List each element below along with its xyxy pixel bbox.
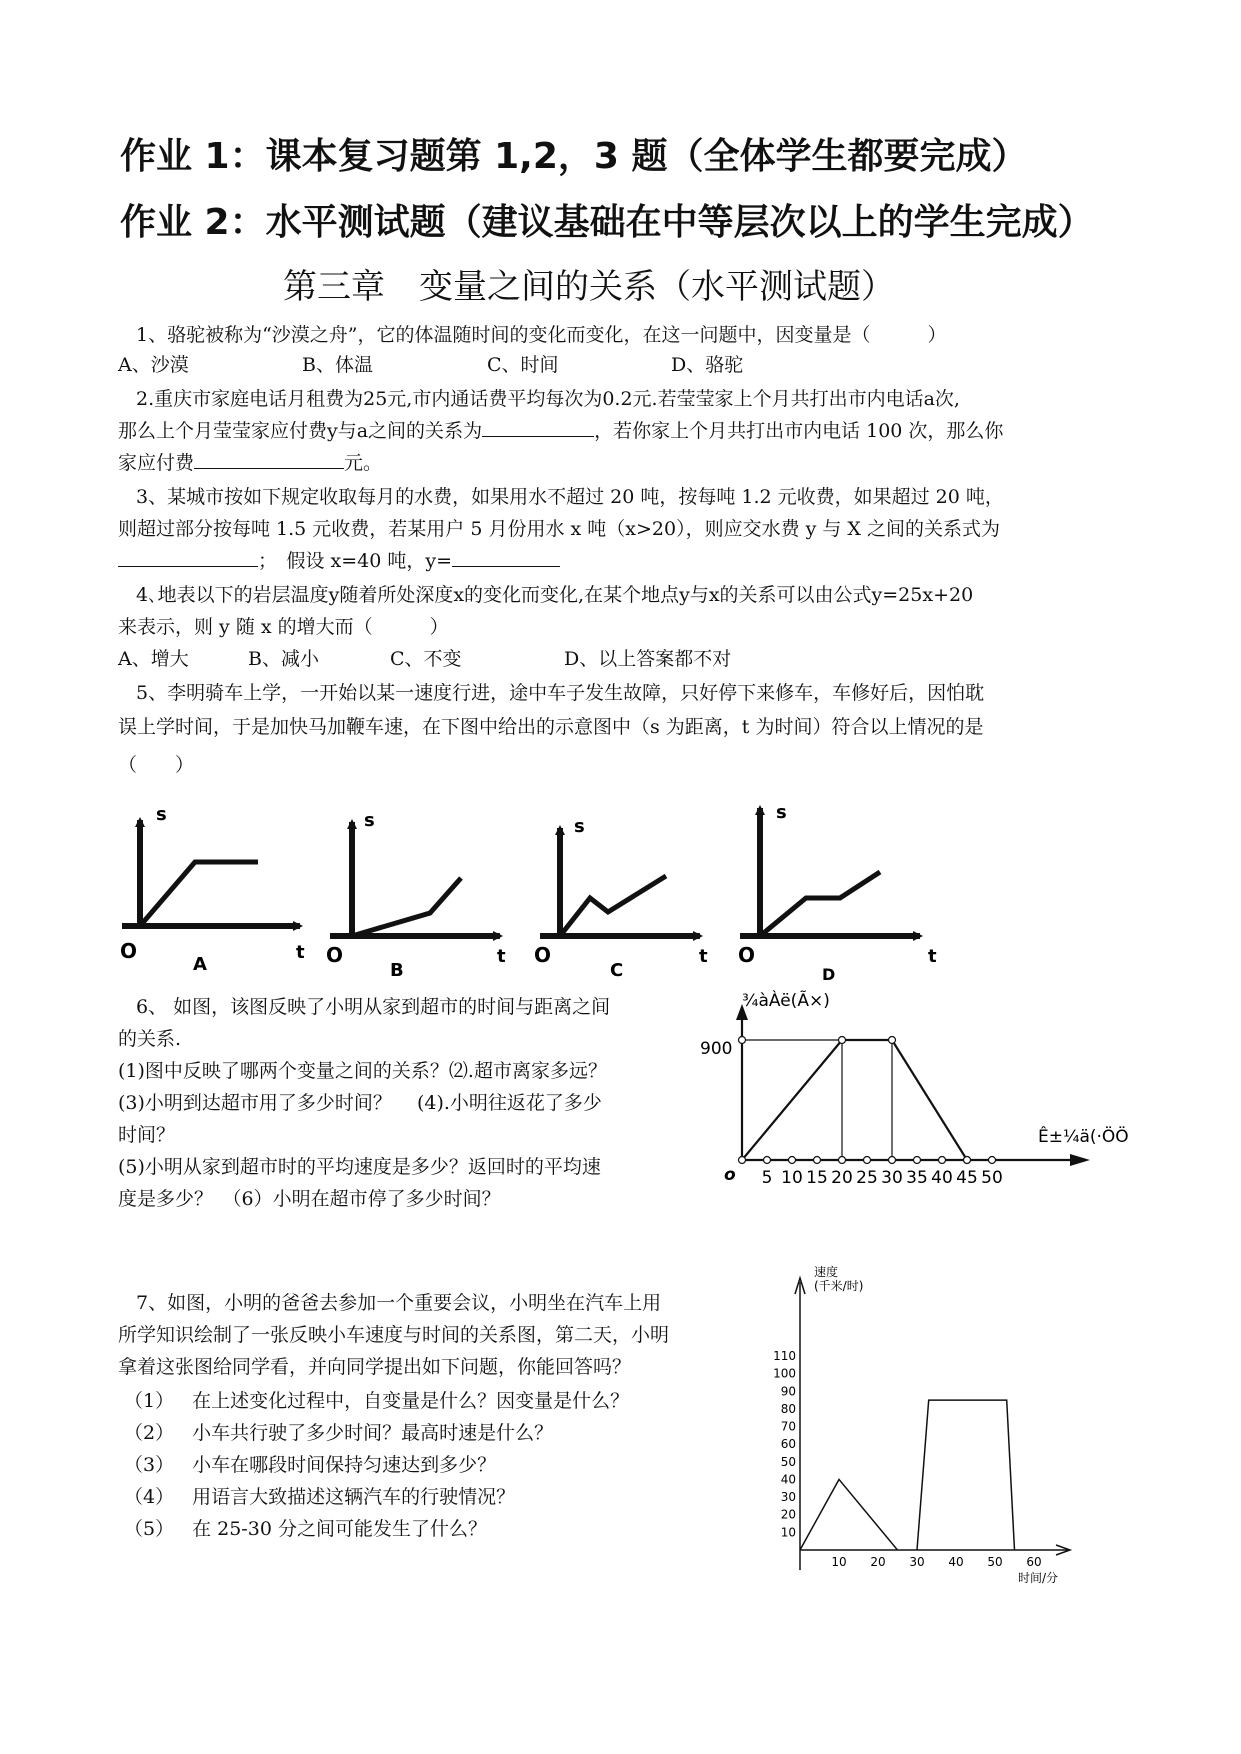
question-7-item-1: （1） 在上述变化过程中，自变量是什么？因变量是什么？: [124, 1390, 630, 1412]
question-2-text-b: ，若你家上个月共打出市内电话 100 次，那么你: [594, 420, 1004, 442]
graph-b-s-label: s: [364, 810, 375, 831]
option-a: A、沙漠: [118, 354, 189, 376]
question-2-text-a: 那么上个月莹莹家应付费y与a之间的关系为: [118, 420, 483, 442]
graph-c-curve: [560, 876, 666, 936]
x-tick-label: 40: [931, 1168, 953, 1188]
graph-a-origin-label: O: [120, 939, 138, 963]
y-tick-label: 60: [780, 1437, 796, 1452]
question-4-line-1: 4､地表以下的岩层温度y随着所处深度x的变化而变化,在某个地点y与x的关系可以由公式y=25x+20: [136, 584, 974, 606]
speed-time-chart: [760, 1260, 1100, 1590]
x-tick-marker: [914, 1157, 921, 1164]
question-7-line: 所学知识绘制了一张反映小车速度与时间的关系图，第二天，小明: [118, 1324, 670, 1346]
question-2-text-d: 元。: [344, 452, 383, 474]
graph-c-t-label: t: [699, 946, 708, 967]
y-tick-label: 20: [780, 1507, 796, 1522]
homework-1-heading: 作业 1：课本复习题第 1,2，3 题（全体学生都要完成）: [120, 136, 1028, 177]
x-tick-label: 35: [906, 1168, 928, 1188]
x-tick-label: 10: [781, 1168, 803, 1188]
chapter-title: 第三章 变量之间的关系（水平测试题）: [283, 267, 895, 307]
graph-a-label: A: [193, 954, 207, 975]
y-tick-marker: [739, 1037, 746, 1044]
homework-2-heading: 作业 2：水平测试题（建议基础在中等层次以上的学生完成）: [120, 202, 1094, 243]
data-point: [889, 1037, 896, 1044]
x-tick-marker: [789, 1157, 796, 1164]
question-3-line-1: 3、某城市按如下规定收取每月的水费，如果用水不超过 20 吨，按每吨 1.2 元收费，如果超过 20 吨，: [136, 486, 1004, 508]
x-tick-marker: [839, 1157, 846, 1164]
graph-d-origin-label: O: [738, 943, 756, 967]
x-axis-arrow-icon: [1070, 1154, 1090, 1166]
x-axis-label: 时间/分: [1018, 1571, 1059, 1585]
question-7-item-2: （2） 小车共行驶了多少时间？最高时速是什么？: [124, 1422, 554, 1444]
y-tick-label: 70: [780, 1419, 796, 1434]
x-tick-label: 30: [881, 1168, 903, 1188]
x-tick-label: 5: [761, 1168, 773, 1188]
question-4-line-2: 来表示，则 y 随 x 的增大而（ ）: [118, 616, 449, 638]
x-tick-label: 15: [806, 1168, 828, 1188]
x-tick-marker: [989, 1157, 996, 1164]
graph-c-s-label: s: [574, 816, 585, 837]
y-tick-label: 80: [780, 1401, 796, 1416]
x-tick-label: 25: [856, 1168, 878, 1188]
option-c: C、时间: [487, 354, 559, 376]
graph-d-curve: [760, 872, 880, 936]
question-6-line: (5)小明从家到超市时的平均速度是多少？返回时的平均速: [118, 1156, 601, 1178]
distance-series-line: [742, 1040, 967, 1160]
question-6-line: 6、 如图，该图反映了小明从家到超市的时间与距离之间: [136, 996, 611, 1018]
data-point: [964, 1157, 971, 1164]
question-2-line-1: 2.重庆市家庭电话月租费为25元,市内通话费平均每次为0.2元.若莹莹家上个月共打出市内电话a次,: [136, 388, 960, 410]
option-b: B、减小: [248, 648, 319, 670]
y-tick-label: 110: [773, 1349, 796, 1363]
x-tick-marker: [889, 1157, 896, 1164]
graph-a-t-label: t: [296, 942, 305, 963]
graph-a: [120, 804, 305, 975]
y-tick-label: 10: [780, 1525, 796, 1540]
x-tick-label: 20: [870, 1555, 886, 1569]
x-tick-label: 45: [956, 1168, 978, 1188]
y-tick-label: 900: [700, 1039, 733, 1059]
data-point: [839, 1037, 846, 1044]
x-tick-marker: [939, 1157, 946, 1164]
graph-b-curve: [352, 878, 461, 936]
graph-d-s-label: s: [776, 802, 787, 823]
x-tick-marker: [814, 1157, 821, 1164]
question-7-item-4: （4） 用语言大致描述这辆汽车的行驶情况？: [124, 1486, 516, 1508]
question-7-line: 拿着这张图给同学看，并向同学提出如下问题，你能回答吗？: [118, 1356, 632, 1378]
x-tick-label: 50: [987, 1555, 1003, 1569]
y-tick-label: 50: [780, 1454, 796, 1469]
option-a: A、增大: [118, 648, 189, 670]
y-tick-label: 100: [773, 1366, 796, 1381]
x-tick-marker: [864, 1157, 871, 1164]
question-5-line-1: 5、李明骑车上学，一开始以某一速度行进，途中车子发生故障，只好停下来修车，车修好后，因怕耽: [136, 682, 985, 704]
data-point: [739, 1157, 746, 1164]
question-1-text: 1、骆驼被称为“沙漠之舟”，它的体温随时间的变化而变化，在这一问题中，因变量是（ ）: [136, 324, 947, 346]
y-tick-label: 30: [780, 1490, 796, 1505]
question-6-line: 度是多少？ （6）小明在超市停了多少时间？: [118, 1188, 501, 1210]
question-5-line-3: （ ）: [118, 754, 195, 776]
option-d: D、以上答案都不对: [564, 648, 732, 670]
x-axis-label: Ê±¼ä(·ÖÖ: [1038, 1127, 1129, 1147]
x-tick-label: 40: [948, 1555, 964, 1569]
y-tick-label: 40: [780, 1472, 796, 1487]
question-7-item-5: （5） 在 25-30 分之间可能发生了什么？: [124, 1518, 487, 1540]
question-6-line: (1)图中反映了哪两个变量之间的关系？⑵.超市离家多远？: [118, 1060, 607, 1082]
option-c: C、不变: [390, 648, 462, 670]
y-tick-label: 90: [780, 1384, 796, 1399]
graph-b-origin-label: O: [326, 943, 344, 967]
x-tick-label: 30: [909, 1555, 925, 1569]
question-6-line: (3)小明到达超市用了多少时间？ (4).小明往返花了多少: [118, 1092, 602, 1114]
x-tick-marker: [764, 1157, 771, 1164]
question-6-line: 时间？: [118, 1124, 176, 1146]
y-axis-label-line-2: (千米/时): [814, 1279, 864, 1293]
x-tick-label: 50: [981, 1168, 1003, 1188]
question-3-line-2: 则超过部分按每吨 1.5 元收费，若某用户 5 月份用水 x 吨（x>20），则应交水费 y 与 X 之间的关系式为: [118, 518, 1000, 540]
option-d: D、骆驼: [671, 354, 744, 376]
graph-d-t-label: t: [928, 946, 937, 967]
question-7-line: 7、如图，小明的爸爸去参加一个重要会议，小明坐在汽车上用: [136, 1292, 662, 1314]
question-7-item-3: （3） 小车在哪段时间保持匀速达到多少？: [124, 1454, 497, 1476]
graph-a-curve: [140, 862, 258, 926]
option-b: B、体温: [302, 354, 373, 376]
graph-d-label: D: [822, 965, 836, 984]
x-tick-label: 60: [1026, 1555, 1042, 1569]
origin-label: o: [724, 1165, 736, 1185]
distance-time-chart: [690, 990, 1150, 1200]
question-3-text: ； 假设 x=40 吨，y=: [258, 550, 453, 572]
graph-c-label: C: [610, 960, 624, 981]
question-2-text-c: 家应付费: [118, 452, 195, 474]
speed-series-segment-1: [800, 1479, 898, 1550]
y-axis-label: ¾àÀë(Ã×): [742, 991, 830, 1011]
question-6-line: 的关系.: [118, 1028, 182, 1050]
graph-b: [326, 810, 506, 981]
graph-c-origin-label: O: [534, 943, 552, 967]
graph-b-label: B: [390, 960, 404, 981]
x-tick-label: 20: [831, 1168, 853, 1188]
graph-b-t-label: t: [497, 946, 506, 967]
graph-d: [738, 802, 937, 984]
graph-a-s-label: s: [156, 804, 167, 825]
x-tick-label: 10: [831, 1555, 847, 1569]
y-axis-label-line-1: 速度: [814, 1265, 839, 1279]
question-5-line-2: 误上学时间，于是加快马加鞭车速，在下图中给出的示意图中（s 为距离，t 为时间）符合以上情况的是: [118, 716, 984, 738]
graph-c: [534, 816, 708, 981]
speed-series-segment-2: [917, 1400, 1015, 1550]
